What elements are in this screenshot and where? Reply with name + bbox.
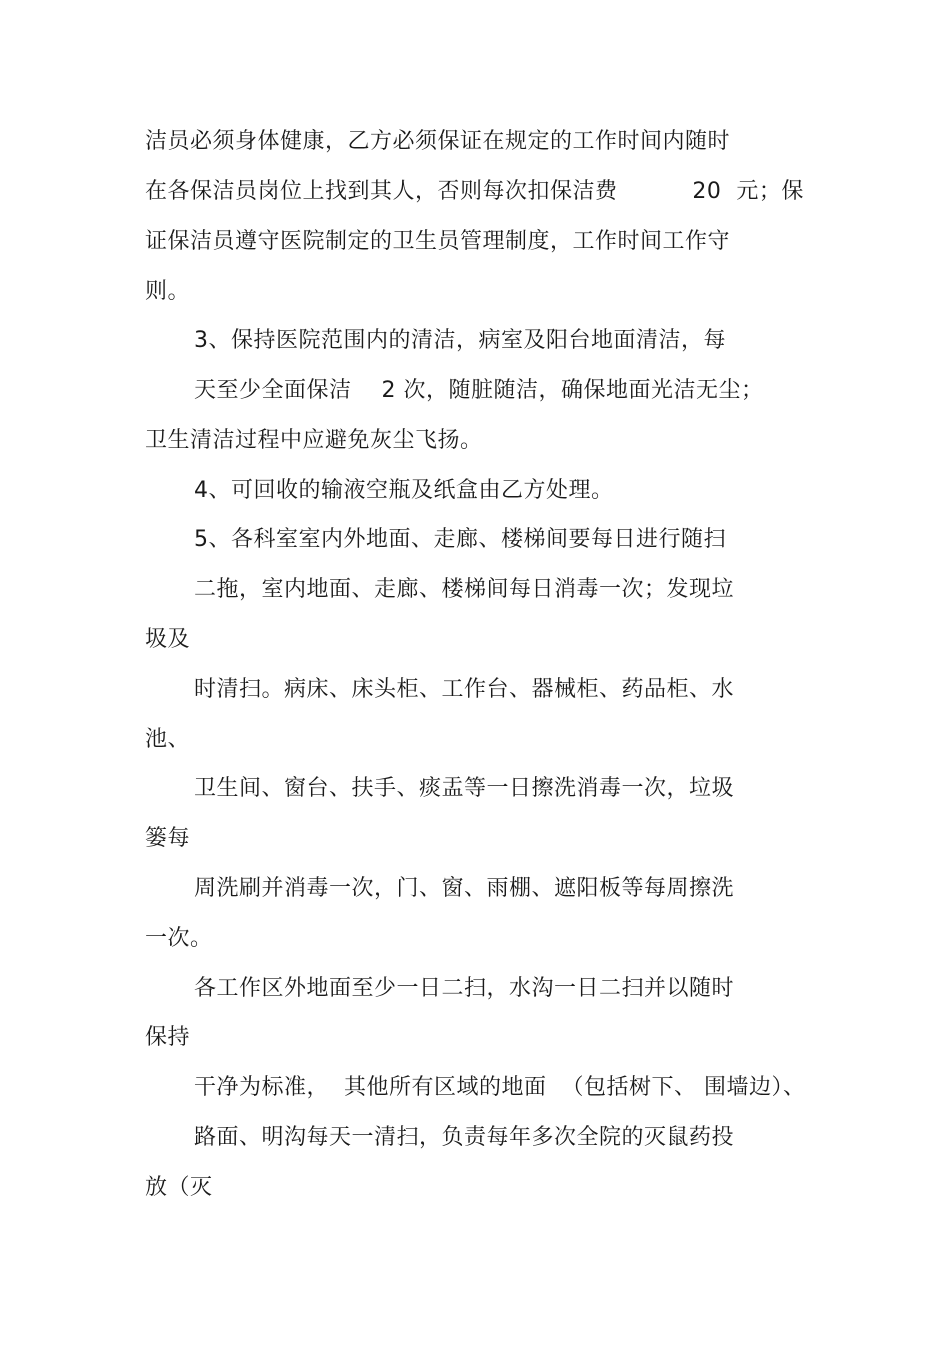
text-line: 圾及 [145, 627, 191, 652]
text-line: 各工作区外地面至少一日二扫，水沟一日二扫并以随时 [194, 976, 735, 1001]
text-line: 周洗刷并消毒一次，门、窗、雨棚、遮阳板等每周擦洗 [194, 876, 735, 901]
text-line: 4、可回收的输液空瓶及纸盒由乙方处理。 [194, 478, 614, 503]
text-line: 3、保持医院范围内的清洁，病室及阳台地面清洁，每 [194, 328, 726, 353]
text-line: 洁员必须身体健康，乙方必须保证在规定的工作时间内随时 [145, 129, 731, 154]
text-line: 天至少全面保洁 2 次，随脏随洁，确保地面光洁无尘； [194, 378, 764, 403]
text-line: 干净为标准， 其他所有区域的地面 （包括树下、 围墙边）、 [194, 1075, 806, 1100]
text-line: 卫生清洁过程中应避免灰尘飞扬。 [145, 428, 483, 453]
text-line: 在各保洁员岗位上找到其人，否则每次扣保洁费 20 元；保 [145, 179, 804, 204]
text-line: 5、各科室室内外地面、走廊、楼梯间要每日进行随扫 [194, 527, 726, 552]
text-line: 池、 [145, 727, 191, 752]
text-line: 时清扫。病床、床头柜、工作台、器械柜、药品柜、水 [194, 677, 735, 702]
text-line: 卫生间、窗台、扶手、痰盂等一日擦洗消毒一次，垃圾 [194, 776, 735, 801]
text-line: 路面、明沟每天一清扫，负责每年多次全院的灭鼠药投 [194, 1125, 735, 1150]
text-line: 则。 [145, 279, 191, 304]
text-line: 一次。 [145, 926, 213, 951]
text-line: 放（灭 [145, 1175, 213, 1200]
text-line: 篓每 [145, 826, 191, 851]
text-line: 保持 [145, 1025, 191, 1050]
text-line: 二拖，室内地面、走廊、楼梯间每日消毒一次；发现垃 [194, 577, 735, 602]
text-line: 证保洁员遵守医院制定的卫生员管理制度，工作时间工作守 [145, 229, 731, 254]
